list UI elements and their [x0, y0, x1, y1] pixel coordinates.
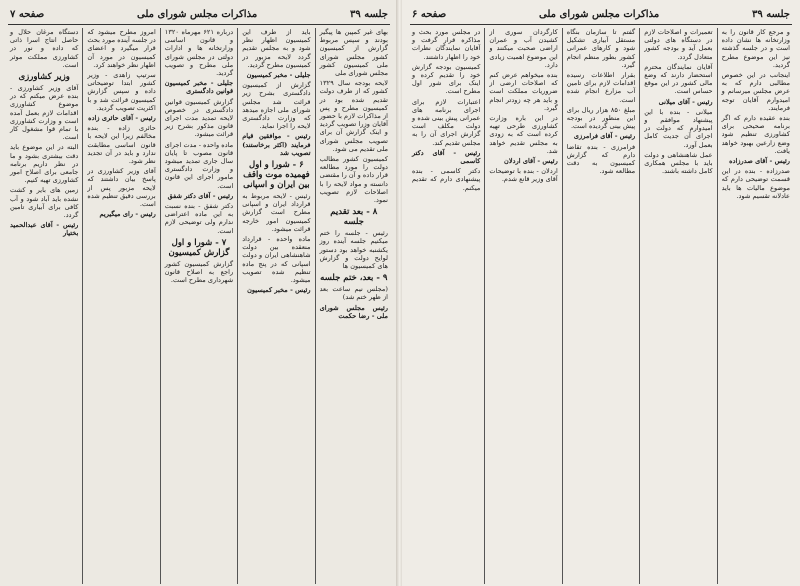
paragraph: در این باره وزارت کشاورزی طرحی تهیه کرده است که به زودی به مجلس تقدیم خواهد شد. [489, 114, 558, 155]
paragraph: حائری زاده - بنده مخالفم زیرا این لایحه با قانون اساسی مطابقت ندارد و باید در آن تجدید نظر شود. [87, 124, 156, 166]
left-page-column [160, 28, 237, 584]
paragraph: در مجلس مورد بحث و مذاکره قرار گرفت و آقایان نمایندگان نظرات خود را اظهار داشتند. [411, 28, 481, 61]
paragraph: رئیس - جلسه را ختم میکنیم جلسه آینده روز یکشنبه خواهد بود دستور لوایح دولت و گزارش های کمیسیون ها [319, 229, 388, 271]
right-page-column [484, 28, 561, 584]
paragraph: امروز مطرح میشود که در جلسه آینده مورد بحث قرار میگیرد و اعضای کمیسیون در مورد آن اظهار نظر خواهند کرد. [87, 28, 156, 69]
paragraph: دکتر شفق - بنده نسبت به این ماده اعتراضی ندارم ولی توضیحی لازم است. [164, 202, 234, 235]
paragraph: گزارش کمیسیون قوانین دادگستری در خصوص لایحه تمدید مدت اجرای قانون مذکور بشرح زیر قرائت میشود. [164, 97, 234, 139]
left-running-head [10, 6, 388, 22]
speaker-line: رئیس - رای میگیریم [99, 210, 156, 219]
speaker-line: رئیس - آقای دکتر شفق [167, 191, 234, 200]
paragraph: زمین های بایر و کشت نشده باید آباد شود و آب کافی برای آبیاری تامین گردد. [9, 186, 79, 220]
paragraph: مبلغ ۸۵۰ هزار ریال برای این منظور در بودجه پیش بینی گردیده است. [566, 105, 636, 131]
paragraph: آقای وزیر کشاورزی در پاسخ بیان داشتند که لایحه مزبور پس از بررسی دقیق تنظیم شده است. [87, 167, 156, 209]
paragraph: اعتبارات لازم برای اجرای برنامه های عمرانی پیش بینی شده و دولت مکلف است گزارش اجرای آن را به مجلس تقدیم کند. [411, 97, 481, 147]
paragraph: بنده میخواهم عرض کنم که اصلاحات ارضی از ضروریات مملکت است و باید هر چه زودتر انجام گیرد. [489, 71, 558, 112]
speaker-line: رئیس - موافقین قیام فرمایند (اکثر برخاستند) تصویب شد [242, 132, 311, 157]
paragraph: عمل شاهنشاهی و دولت باید با مجلس همکاری کامل داشته باشند. [644, 150, 713, 176]
paragraph: رئیس - لایحه مربوط به قرارداد ایران و اسپانی مطرح است گزارش کمیسیون امور خارجه قرائت میشود. [242, 192, 311, 233]
left-columns [6, 28, 392, 584]
paragraph: گفتم تا سازمان بنگاه مستقل آبیاری تشکیل شود و کارهای عمرانی کشور بطور منظم انجام گیرد. [566, 28, 636, 69]
section-heading: ۸ - بعد تقدیم جلسه [330, 207, 378, 228]
paragraph: کارگردان سوری از کشیدن آب و عمران اراضی صحبت میکنند و این موضوع اهمیت زیادی دارد. [489, 28, 558, 69]
paragraph: کمیسیون کشور مطالب دولت را مورد مطالعه قرار داده و آن را مقتضی دانسته و مواد لایحه را با اصلاحات لازم تصویب نمود. [319, 155, 388, 205]
paragraph: سرتیپ زاهدی - وزیر کشور ابتدا توضیحاتی داده و سپس گزارش کمیسیون قرائت شد و با اکثریت تصویب گردید. [87, 71, 156, 112]
paragraph: دکتر کاسمی - بنده پیشنهادی دارم که تقدیم میکنم. [411, 167, 481, 192]
speaker-line: رئیس - آقای عبدالحمید بختیار [9, 221, 79, 238]
section-heading: ۹ - بعد، ختم جلسه [320, 273, 388, 284]
paragraph: و مرجع کار قانون را به وزارتخانه ها نشان داده است و در جلسه گذشته نیز این موضوع مطرح گردید. [721, 28, 790, 69]
paragraph: ماده واحده - قرارداد منعقده بین دولت شاهنشاهی ایران و دولت اسپانی که در پنج ماده تنظیم شده تصویب میشود. [242, 235, 311, 285]
paragraph: ماده واحده - مدت اجرای قانون مصوب تا پایان سال جاری تمدید میشود و وزارت دادگستری مامور اجرای این قانون است. [164, 140, 234, 190]
paragraph: درباره ۶۲۱ مهرماه ۱۳۲۰ و قانون اساسی وزارتخانه ها و ادارات دولتی در مجلس شورای ملی مطرح و تصویب گردید. [164, 28, 234, 78]
right-page-label: صفحه ۶ [412, 8, 447, 20]
speaker-line: رئیس - آقای فرامرزی [573, 132, 636, 141]
paragraph: بهای غیر کمپین ها پیگیر بودند و سپس مربوط گزارش از کمیسیون کشور مجلس شورای ملی کمیسیون کشور مجلس شورای ملی [319, 28, 388, 78]
right-session-label: جلسه ۳۹ [751, 8, 790, 20]
speaker-line: جلیلی - مخبر کمیسیون قوانین دادگستری [164, 79, 234, 96]
right-header-rule [410, 24, 792, 25]
paragraph: میلانی - بنده با این پیشنهاد موافقم و امیدوارم که دولت در اجرای آن جدیت کامل بعمل آورد. [644, 107, 713, 149]
section-heading: وزیر کشاورزی [18, 72, 70, 83]
speaker-line: رئیس - آقای اردلان [504, 157, 558, 166]
paragraph: باید از طرف این کمیسیون اظهار نظر شود و به مجلس تقدیم گردد لایحه مزبور در کمیسیون مطرح گردید. [242, 28, 311, 69]
right-running-head [412, 6, 790, 22]
right-header-title: مذاکرات مجلس شورای ملی [539, 8, 660, 20]
right-page-column [717, 28, 794, 584]
paragraph: (مجلس نیم ساعت بعد از ظهر ختم شد) [319, 285, 388, 302]
left-page-column [315, 28, 392, 584]
left-page-column [237, 28, 314, 584]
left-page-column [82, 28, 159, 584]
paragraph: تعمیرات و اصلاحات لازم در دستگاه های دولتی بعمل آید و بودجه کشور متعادل گردد. [644, 28, 713, 61]
right-page-column [639, 28, 716, 584]
left-page [0, 0, 398, 586]
paragraph: فرامرزی - بنده تقاضا دارم که گزارش کمیسیون به دقت مطالعه شود. [566, 142, 636, 176]
paragraph: اردلان - بنده با توضیحات آقای وزیر قانع شدم. [489, 167, 558, 184]
paragraph: لایحه بودجه سال ۱۳۲۹ کشور که از طرف دولت تقدیم شده بود در کمیسیون مطرح و پس از مذاکرات لازم با حضور آقایان وزرا تصویب گردید و اینک گزارش آن برای تصویب مجلس شورای ملی تقدیم می شود. [319, 79, 388, 153]
right-columns [408, 28, 794, 584]
speaker-line: رئیس مجلس شورای ملی - رضا حکمت [319, 303, 388, 320]
speaker-line: رئیس - آقای دکتر کاسمی [411, 148, 481, 166]
paragraph: اینجانب در این خصوص مطالبی دارم که به عرض مجلس میرسانم و امیدوارم آقایان توجه فرمایند. [721, 71, 790, 112]
paragraph: گزارش از کمیسیون دادگستری بشرح زیر قرائت شد مجلس شورای ملی اجازه میدهد که وزارت دادگستری لایحه را اجرا نماید. [242, 81, 311, 131]
left-page-label: صفحه ۷ [10, 8, 45, 20]
left-page-column [6, 28, 82, 584]
speaker-line: رئیس - آقای میلانی [658, 97, 713, 106]
paragraph: گزارش کمیسیون کشور راجع به اصلاح قانون شهرداری مطرح است. [164, 259, 234, 285]
paragraph: صدرزاده - بنده در این قسمت توضیحی دارم که موضوع مالیات ها باید عادلانه تقسیم شود. [721, 167, 790, 200]
right-page-column [562, 28, 639, 584]
left-session-label: جلسه ۳۹ [349, 8, 388, 20]
section-heading: ۷ - شورا و اول گزارش کمیسیون [168, 237, 230, 258]
section-heading: ۶ - شورا و اول فهمیده موت واقف بین ایران و اسپانی [243, 160, 310, 191]
paragraph: بنده عقیده دارم که اگر برنامه صحیحی برای کشاورزی تنظیم شود وضع زارعین بهبود خواهد یافت. [721, 114, 790, 155]
paragraph: البته در این موضوع باید دقت بیشتری بشود و ما در نظر داریم برنامه جامعی برای اصلاح امور کشاورزی تهیه کنیم. [9, 143, 79, 185]
left-header-rule [8, 24, 390, 25]
speaker-line: رئیس - آقای حائری زاده [88, 114, 156, 123]
speaker-line: رئیس - آقای صدرزاده [729, 157, 790, 166]
left-header-title: مذاکرات مجلس شورای ملی [137, 8, 258, 20]
right-page [402, 0, 800, 586]
speaker-line: رئیس - مخبر کمیسیون [247, 286, 311, 295]
paragraph: دستگاه مرغان حلال و حاصل انتاج اسرا ذاتی که داده و نور در کشاورزی مملکت موثر است. [9, 28, 79, 69]
paragraph: بقرار اطلاعات رسیده اقدامات لازم برای تامین آب مزارع انجام شده است. [566, 71, 636, 104]
paragraph: آقایان نمایندگان محترم استحضار دارند که وضع مالی کشور در این موقع حساس است. [644, 62, 713, 96]
speaker-line: جلیلی - مخبر کمیسیون [246, 71, 311, 80]
paragraph: آقای وزیر کشاورزی - بنده عرض میکنم که در موضوع کشاورزی اقدامات لازم بعمل آمده است و وزارت کشاورزی با تمام قوا مشغول کار است. [9, 84, 79, 142]
paragraph: کمیسیون بودجه گزارش خود را تقدیم کرده و اینک برای شور اول مطرح است. [411, 62, 481, 96]
right-page-column [408, 28, 484, 584]
